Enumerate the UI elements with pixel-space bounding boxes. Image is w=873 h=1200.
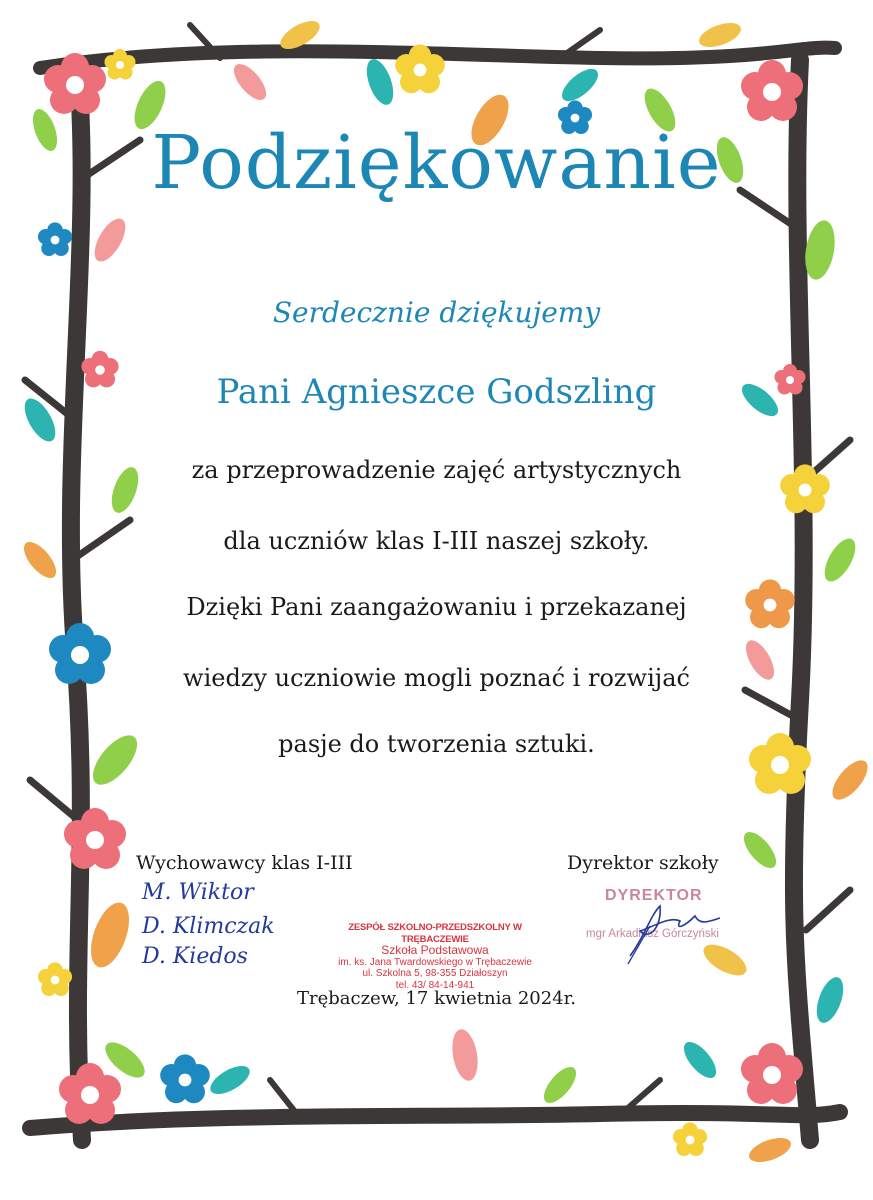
teacher-signature: D. Kiedos — [142, 944, 248, 969]
director-stamp-title: DYREKTOR — [605, 887, 703, 904]
stamp-line: ul. Szkolna 5, 98-355 Działoszyn — [362, 968, 508, 979]
body-line: Dzięki Pani zaangażowaniu i przekazanej — [186, 593, 687, 621]
teacher-signature: D. Klimczak — [142, 914, 275, 939]
certificate-subtitle: Serdecznie dziękujemy — [272, 296, 601, 329]
teachers-label: Wychowawcy klas I-III — [136, 852, 353, 874]
director-label: Dyrektor szkoły — [567, 852, 719, 874]
body-line: za przeprowadzenie zajęć artystycznych — [191, 456, 682, 484]
stamp-line: im. ks. Jana Twardowskiego w Trębaczewie — [338, 956, 532, 968]
body-line: pasje do tworzenia sztuki. — [278, 730, 595, 758]
stamp-line: tel. 43/ 84-14-941 — [395, 979, 475, 991]
stamp-line: Szkoła Podstawowa — [381, 943, 489, 957]
director-stamp-name: mgr Arkadiusz Górczyński — [586, 928, 719, 940]
body-line: wiedzy uczniowie mogli poznać i rozwijać — [183, 664, 690, 692]
school-stamp — [320, 922, 550, 991]
stamp-line: ZESPÓŁ SZKOLNO-PRZEDSZKOLNY W TRĘBACZEWIE — [348, 922, 522, 945]
teacher-signature: M. Wiktor — [142, 880, 254, 905]
body-line: dla uczniów klas I-III naszej szkoły. — [223, 527, 650, 555]
certificate-title: Podziękowanie — [151, 120, 722, 206]
date-line: Trębaczew, 17 kwietnia 2024r. — [297, 988, 576, 1009]
director-signature — [600, 886, 740, 966]
recipient-name: Pani Agnieszce Godszling — [216, 372, 657, 412]
